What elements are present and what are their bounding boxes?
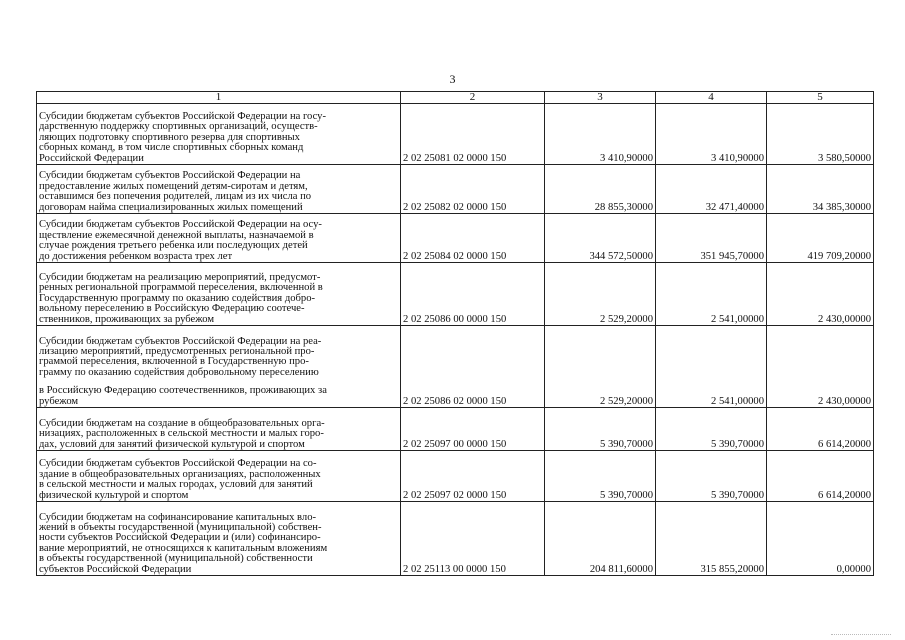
row-description xyxy=(37,326,401,408)
budget-code: 2 02 25084 02 0000 150 xyxy=(401,214,545,263)
description-line: ществление ежемесячной денежной выплаты, назначаемой в xyxy=(39,229,314,241)
description-line: здание в общеобразовательных организациях, расположенных xyxy=(39,468,321,480)
description-line: в Российскую Федерацию соотечественников, проживающих за xyxy=(39,385,327,397)
description-line: случае рождения третьего ребенка или последующих детей xyxy=(39,240,308,252)
description-line: Субсидии бюджетам субъектов Российской Федерации на осу- xyxy=(39,219,322,231)
amount-col5: 6 614,20000 xyxy=(767,408,874,451)
amount-col3: 5 390,70000 xyxy=(545,408,656,451)
description-line: лизацию мероприятий, предусмотренных региональной про- xyxy=(39,345,315,357)
budget-code: 2 02 25086 00 0000 150 xyxy=(401,263,545,326)
amount-col5: 0,00000 xyxy=(767,502,874,576)
description-line: субъектов Российской Федерации xyxy=(39,563,192,575)
description-line: вание мероприятий, не относящихся к капитальным вложениям xyxy=(39,542,328,554)
description-line: дарственную поддержку спортивных организаций, осуществ- xyxy=(39,121,318,133)
table-row xyxy=(37,165,874,214)
table-row xyxy=(37,214,874,263)
row-description xyxy=(37,263,401,326)
amount-col5: 34 385,30000 xyxy=(767,165,874,214)
amount-col4: 32 471,40000 xyxy=(656,165,767,214)
description-line: договорам найма специализированных жилых помещений xyxy=(39,201,303,213)
description-line: Субсидии бюджетам на реализацию мероприятий, предусмот- xyxy=(39,271,321,283)
description-line: Российской Федерации xyxy=(39,152,144,164)
row-description xyxy=(37,104,401,165)
page-number: 3 xyxy=(449,72,456,86)
description-line: Субсидии бюджетам субъектов Российской Федерации на xyxy=(39,170,301,182)
table-row xyxy=(37,326,874,408)
amount-col3: 28 855,30000 xyxy=(545,165,656,214)
description-line: оставшимся без попечения родителей, лицам из их числа по xyxy=(39,191,312,203)
budget-code: 2 02 25086 02 0000 150 xyxy=(401,326,545,408)
amount-col3: 2 529,20000 xyxy=(545,263,656,326)
description-line: граммой переселения, включенной в Государственную про- xyxy=(39,356,309,368)
column-header: 1 xyxy=(37,92,401,104)
description-line: грамму по оказанию содействия добровольному переселению xyxy=(39,366,319,378)
budget-code: 2 02 25082 02 0000 150 xyxy=(401,165,545,214)
description-line: ренных региональной программой переселения, включенной в xyxy=(39,282,323,294)
column-header: 2 xyxy=(401,92,545,104)
amount-col5: 3 580,50000 xyxy=(767,104,874,165)
description-line: рубежом xyxy=(39,395,79,407)
description-line: Субсидии бюджетам субъектов Российской Федерации на реа- xyxy=(39,335,322,347)
table-row xyxy=(37,451,874,502)
amount-col5: 2 430,00000 xyxy=(767,263,874,326)
amount-col4: 2 541,00000 xyxy=(656,326,767,408)
row-description xyxy=(37,165,401,214)
column-header: 3 xyxy=(545,92,656,104)
table-row xyxy=(37,408,874,451)
scan-artifact xyxy=(831,634,891,636)
description-line: вольному переселению в Российскую Федерацию соотече- xyxy=(39,303,305,315)
description-line: ственников, проживающих за рубежом xyxy=(39,313,215,325)
description-line: в объекты государственной (муниципальной) собственности xyxy=(39,553,313,565)
amount-col5: 2 430,00000 xyxy=(767,326,874,408)
description-line: Субсидии бюджетам субъектов Российской Федерации на со- xyxy=(39,458,317,470)
description-line: дах, условий для занятий физической культурой и спортом xyxy=(39,438,305,450)
description-line: до достижения ребенком возраста трех лет xyxy=(39,250,233,262)
row-description xyxy=(37,214,401,263)
budget-table xyxy=(36,91,874,576)
amount-col4: 5 390,70000 xyxy=(656,408,767,451)
budget-code: 2 02 25097 00 0000 150 xyxy=(401,408,545,451)
amount-col4: 3 410,90000 xyxy=(656,104,767,165)
description-line: жений в объекты государственной (муниципальной) собствен- xyxy=(39,521,322,533)
amount-col4: 351 945,70000 xyxy=(656,214,767,263)
budget-code: 2 02 25081 02 0000 150 xyxy=(401,104,545,165)
column-header: 4 xyxy=(656,92,767,104)
amount-col4: 5 390,70000 xyxy=(656,451,767,502)
header-row xyxy=(37,92,874,104)
description-line: Государственную программу по оказанию содействия добро- xyxy=(39,292,316,304)
amount-col5: 6 614,20000 xyxy=(767,451,874,502)
budget-code: 2 02 25113 00 0000 150 xyxy=(401,502,545,576)
description-line: Субсидии бюджетам субъектов Российской Федерации на госу- xyxy=(39,110,327,122)
column-header: 5 xyxy=(767,92,874,104)
table-row xyxy=(37,502,874,576)
description-line: низациях, расположенных в сельской местности и малых горо- xyxy=(39,428,324,440)
amount-col3: 5 390,70000 xyxy=(545,451,656,502)
row-description xyxy=(37,408,401,451)
table-row xyxy=(37,263,874,326)
amount-col4: 315 855,20000 xyxy=(656,502,767,576)
description-line: ности субъектов Российской Федерации и (или) софинансиро- xyxy=(39,532,321,544)
description-line: Субсидии бюджетам на создание в общеобразовательных орга- xyxy=(39,417,325,429)
budget-code: 2 02 25097 02 0000 150 xyxy=(401,451,545,502)
amount-col4: 2 541,00000 xyxy=(656,263,767,326)
description-line: Субсидии бюджетам на софинансирование капитальных вло- xyxy=(39,511,317,523)
description-line: в сельской местности и малых городах, условий для занятий xyxy=(39,479,313,491)
row-description xyxy=(37,502,401,576)
table-row xyxy=(37,104,874,165)
amount-col3: 204 811,60000 xyxy=(545,502,656,576)
amount-col5: 419 709,20000 xyxy=(767,214,874,263)
description-line: ляющих подготовку спортивного резерва для спортивных xyxy=(39,131,300,143)
row-description xyxy=(37,451,401,502)
amount-col3: 2 529,20000 xyxy=(545,326,656,408)
description-line: сборных команд, в том числе спортивных сборных команд xyxy=(39,142,304,154)
amount-col3: 3 410,90000 xyxy=(545,104,656,165)
amount-col3: 344 572,50000 xyxy=(545,214,656,263)
description-line: физической культурой и спортом xyxy=(39,489,189,501)
description-line: предоставление жилых помещений детям-сиротам и детям, xyxy=(39,180,308,192)
